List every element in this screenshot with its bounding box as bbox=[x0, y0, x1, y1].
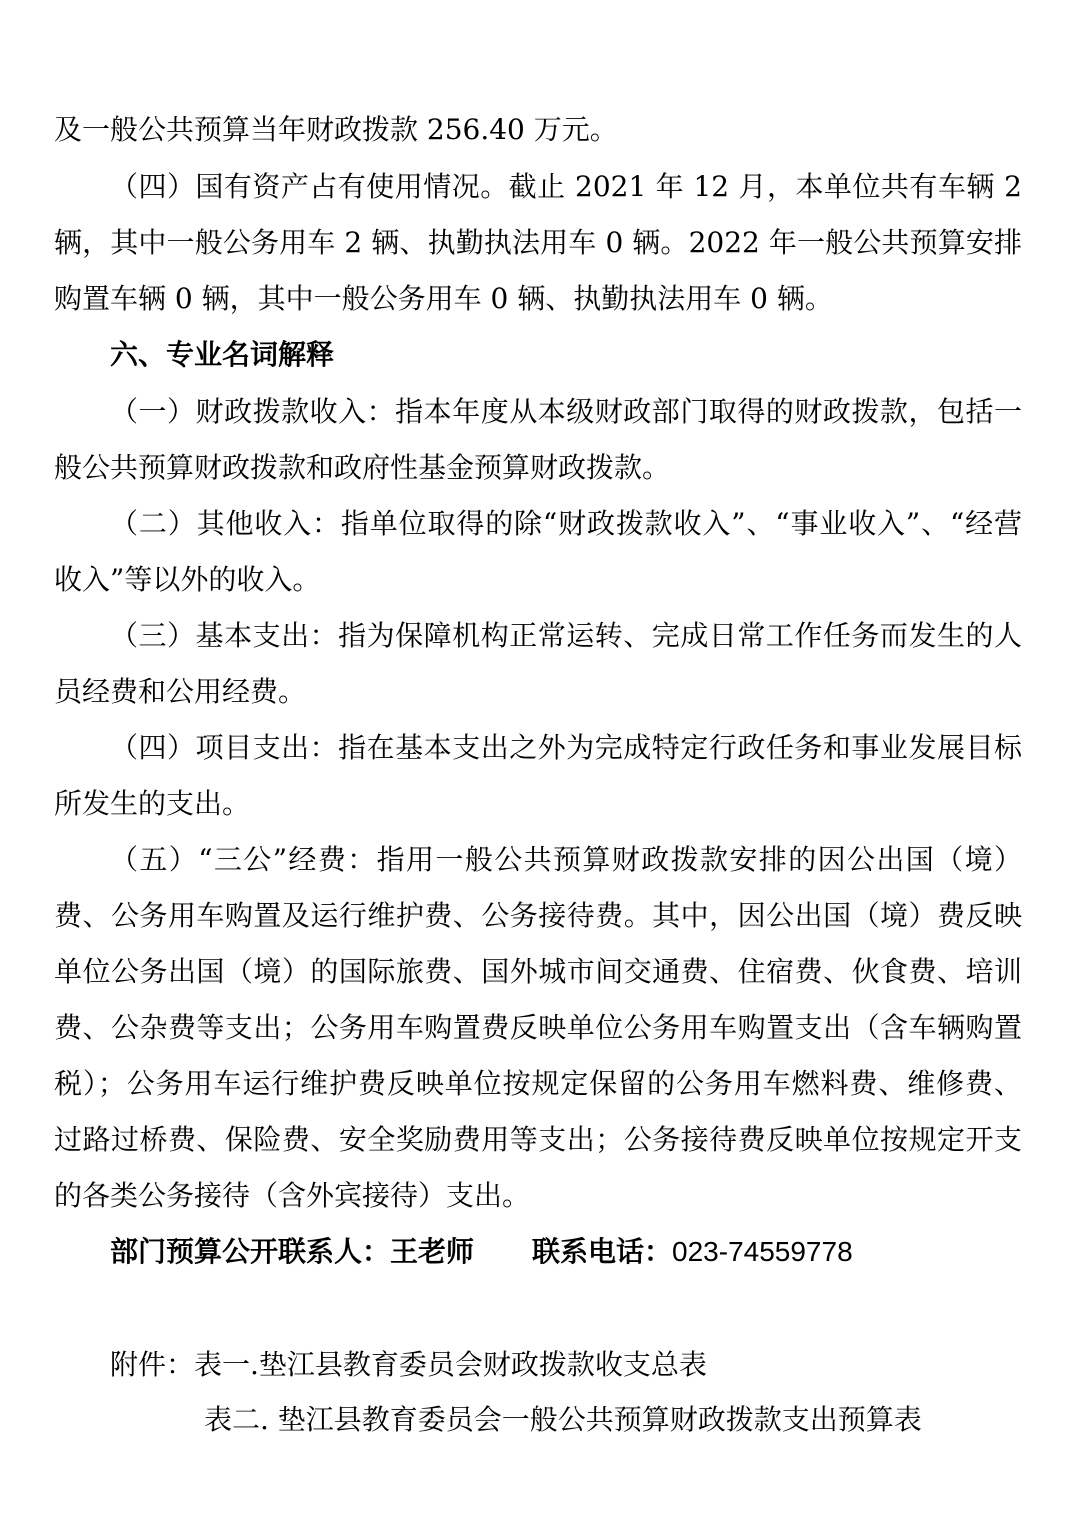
paragraph-line: （二）其他收入：指单位取得的除“财政拨款收入”、“事业收入”、“经营 bbox=[110, 507, 1022, 540]
paragraph-line: 单位公务出国（境）的国际旅费、国外城市间交通费、住宿费、伙食费、培训 bbox=[54, 955, 1022, 988]
paragraph-line: 般公共预算财政拨款和政府性基金预算财政拨款。 bbox=[54, 451, 671, 484]
paragraph-line: 员经费和公用经费。 bbox=[54, 675, 307, 708]
paragraph-line: （一）财政拨款收入：指本年度从本级财政部门取得的财政拨款，包括一 bbox=[110, 395, 1022, 428]
paragraph-line: （四）项目支出：指在基本支出之外为完成特定行政任务和事业发展目标 bbox=[110, 731, 1022, 764]
contact-person: 部门预算公开联系人：王老师 bbox=[110, 1235, 475, 1268]
attachment-line-1: 附件：表一.垫江县教育委员会财政拨款收支总表 bbox=[110, 1348, 707, 1381]
paragraph-line: 购置车辆 0 辆，其中一般公务用车 0 辆、执勤执法用车 0 辆。 bbox=[54, 282, 833, 315]
paragraph-line: 费、公杂费等支出；公务用车购置费反映单位公务用车购置支出（含车辆购置 bbox=[54, 1011, 1022, 1044]
paragraph-line: 辆，其中一般公务用车 2 辆、执勤执法用车 0 辆。2022 年一般公共预算安排 bbox=[54, 226, 1022, 259]
paragraph-line: 费、公务用车购置及运行维护费、公务接待费。其中，因公出国（境）费反映 bbox=[54, 899, 1022, 932]
paragraph-line: （五）“三公”经费：指用一般公共预算财政拨款安排的因公出国（境） bbox=[110, 843, 1022, 876]
paragraph-line: （三）基本支出：指为保障机构正常运转、完成日常工作任务而发生的人 bbox=[110, 619, 1022, 652]
paragraph-line: 过路过桥费、保险费、安全奖励费用等支出；公务接待费反映单位按规定开支 bbox=[54, 1123, 1022, 1156]
paragraph-line: 税）；公务用车运行维护费反映单位按规定保留的公务用车燃料费、维修费、 bbox=[54, 1067, 1022, 1100]
paragraph-line: （四）国有资产占有使用情况。截止 2021 年 12 月，本单位共有车辆 2 bbox=[110, 170, 1022, 203]
contact-line bbox=[110, 1232, 853, 1272]
paragraph-line: 的各类公务接待（含外宾接待）支出。 bbox=[54, 1179, 531, 1212]
contact-phone-label: 联系电话： bbox=[532, 1235, 673, 1268]
attachment-line-2: 表二. 垫江县教育委员会一般公共预算财政拨款支出预算表 bbox=[204, 1403, 922, 1436]
paragraph-line: 及一般公共预算当年财政拨款 256.40 万元。 bbox=[54, 113, 618, 146]
paragraph-line: 所发生的支出。 bbox=[54, 787, 251, 820]
paragraph-line: 收入”等以外的收入。 bbox=[54, 563, 321, 596]
section-heading: 六、专业名词解释 bbox=[110, 338, 335, 371]
contact-phone-number: 023-74559778 bbox=[672, 1236, 853, 1267]
